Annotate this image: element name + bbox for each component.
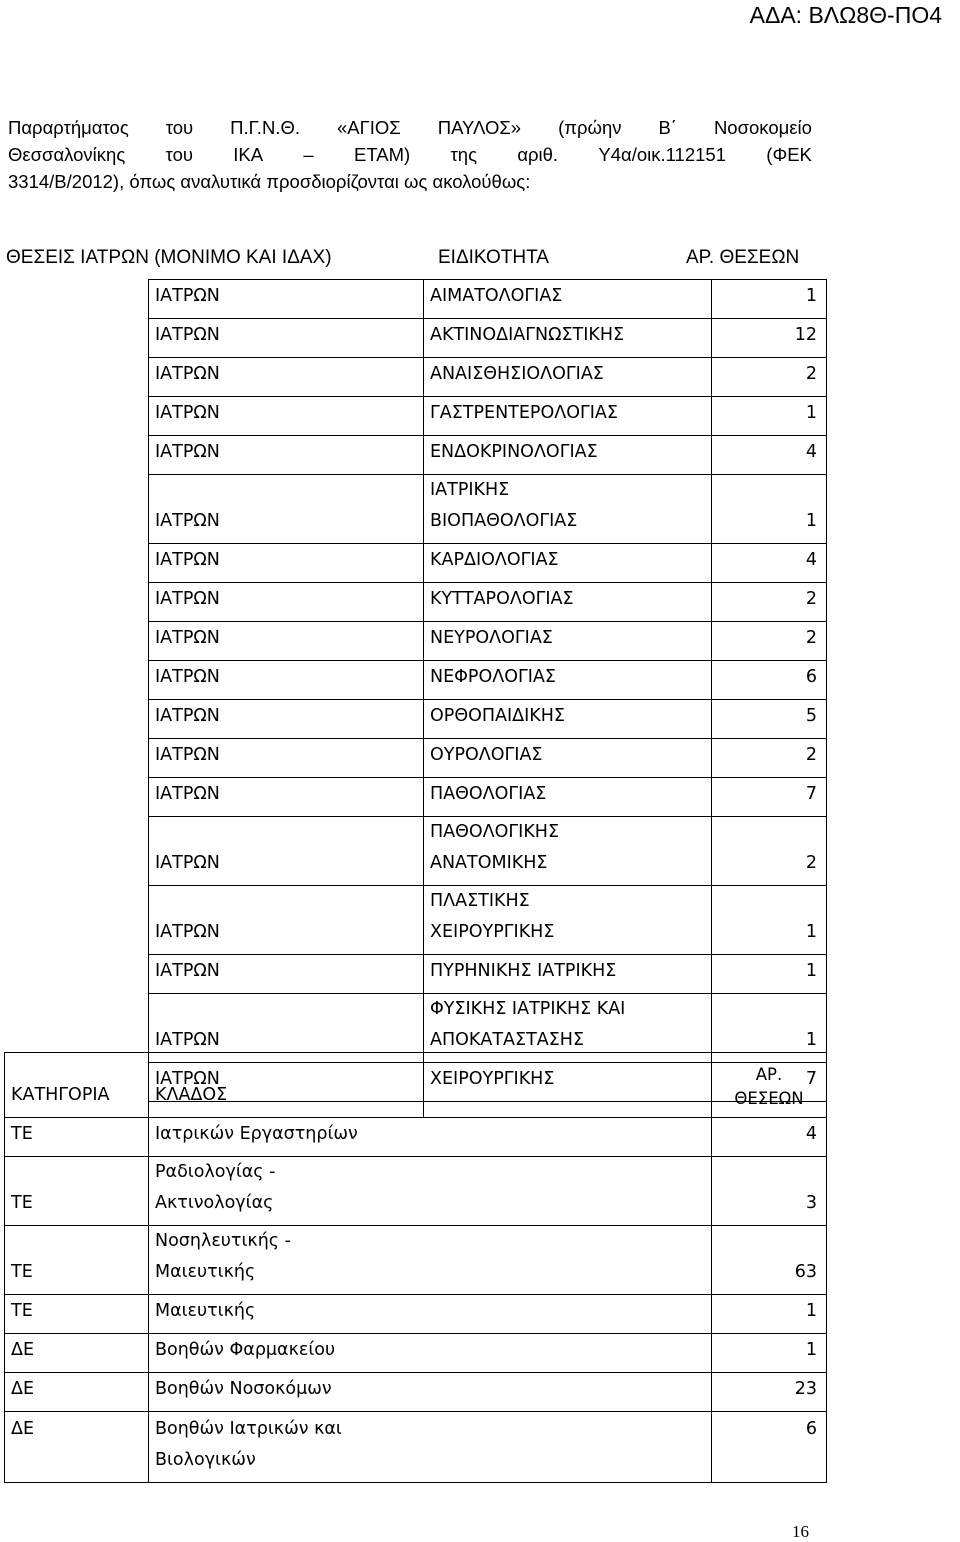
specialty-line: ΑΙΜΑΤΟΛΟΓΙΑΣ [430, 286, 563, 306]
count-cell: 3 [712, 1157, 827, 1226]
intro-word: ΕΤΑΜ) [354, 144, 411, 165]
count-cell: 1 [712, 955, 827, 994]
specialty-line: ΑΝΑΤΟΜΙΚΗΣ [430, 853, 548, 873]
specialty-cell [424, 700, 712, 739]
count-cell: 7 [712, 778, 827, 817]
intro-word: του [165, 117, 194, 138]
count-cell: 2 [712, 583, 827, 622]
count-cell: 23 [712, 1373, 827, 1412]
branch-cell [149, 1118, 712, 1157]
count-cell: 1 [712, 475, 827, 544]
intro-word: (πρώην [558, 117, 622, 138]
branch-line: Ακτινολογίας [155, 1193, 274, 1213]
intro-word: της [450, 144, 478, 165]
specialty-line: ΕΝΔΟΚΡΙΝΟΛΟΓΙΑΣ [430, 442, 598, 462]
specialty-cell [424, 778, 712, 817]
specialty-cell [424, 886, 712, 955]
count-cell: 2 [712, 739, 827, 778]
role-cell: ΙΑΤΡΩΝ [149, 886, 424, 955]
branch-line: Μαιευτικής [155, 1301, 256, 1321]
intro-word: Θεσσαλονίκης [8, 144, 126, 165]
specialty-cell [424, 544, 712, 583]
role-cell: ΙΑΤΡΩΝ [149, 739, 424, 778]
staff-row [5, 1118, 827, 1157]
intro-word: Β΄ [658, 117, 677, 138]
physician-row [149, 817, 827, 886]
staff-row [5, 1295, 827, 1334]
specialty-cell [424, 817, 712, 886]
staff-row [5, 1373, 827, 1412]
page-number: 16 [792, 1522, 809, 1541]
role-cell: ΙΑΤΡΩΝ [149, 700, 424, 739]
count-cell: 4 [712, 544, 827, 583]
role-cell: ΙΑΤΡΩΝ [149, 955, 424, 994]
role-cell: ΙΑΤΡΩΝ [149, 475, 424, 544]
intro-word: αριθ. [517, 144, 559, 165]
count-header-line: ΘΕΣΕΩΝ [734, 1089, 804, 1108]
intro-word: Υ4α/οικ.112151 [598, 144, 726, 165]
header-specialty: ΕΙΔΙΚΟΤΗΤΑ [438, 247, 549, 268]
count-cell: 63 [712, 1226, 827, 1295]
count-cell: 2 [712, 358, 827, 397]
role-cell: ΙΑΤΡΩΝ [149, 544, 424, 583]
specialty-cell [424, 955, 712, 994]
staff-header-row [5, 1053, 827, 1118]
category-cell: ΔΕ [5, 1373, 149, 1412]
physician-row [149, 739, 827, 778]
specialty-line: ΑΠΟΚΑΤΑΣΤΑΣΗΣ [430, 1030, 585, 1050]
count-cell: 1 [712, 994, 827, 1063]
role-cell: ΙΑΤΡΩΝ [149, 1063, 424, 1102]
branch-line: Βοηθών Φαρμακείου [155, 1340, 336, 1360]
physician-row [149, 280, 827, 319]
role-cell: ΙΑΤΡΩΝ [149, 994, 424, 1063]
count-cell: 7 [712, 1063, 827, 1102]
count-header-line: ΑΡ. [755, 1065, 783, 1084]
role-cell: ΙΑΤΡΩΝ [149, 358, 424, 397]
specialty-cell [424, 739, 712, 778]
physician-row [149, 778, 827, 817]
specialty-line: ΝΕΥΡΟΛΟΓΙΑΣ [430, 628, 553, 648]
intro-word: (ΦΕΚ [766, 144, 812, 165]
count-cell: 1 [712, 280, 827, 319]
specialty-line: ΑΝΑΙΣΘΗΣΙΟΛΟΓΙΑΣ [430, 364, 604, 384]
role-cell: ΙΑΤΡΩΝ [149, 583, 424, 622]
specialty-line: ΠΥΡΗΝΙΚΗΣ ΙΑΤΡΙΚΗΣ [430, 961, 617, 981]
physician-row [149, 661, 827, 700]
category-cell: ΔΕ [5, 1412, 149, 1483]
intro-word: Νοσοκομείο [713, 117, 812, 138]
count-cell: 1 [712, 1295, 827, 1334]
intro-line-3 [8, 168, 812, 195]
intro-word: ΙΚΑ [233, 144, 264, 165]
count-cell: 4 [712, 436, 827, 475]
branch-line: Βιολογικών [155, 1450, 256, 1470]
intro-line-1 [8, 114, 812, 141]
branch-cell [149, 1412, 712, 1483]
intro-word: Π.Γ.Ν.Θ. [230, 117, 300, 138]
specialty-line: ΑΚΤΙΝΟΔΙΑΓΝΩΣΤΙΚΗΣ [430, 325, 625, 345]
branch-header: ΚΛΑΔΟΣ [149, 1053, 424, 1118]
count-cell: 1 [712, 397, 827, 436]
role-cell: ΙΑΤΡΩΝ [149, 436, 424, 475]
count-cell: 2 [712, 622, 827, 661]
specialty-line: ΟΥΡΟΛΟΓΙΑΣ [430, 745, 543, 765]
intro-paragraph [8, 114, 812, 195]
header-count: ΑΡ. ΘΕΣΕΩΝ [686, 247, 800, 268]
physician-row [149, 397, 827, 436]
specialty-line: ΠΑΘΟΛΟΓΙΚΗΣ [430, 822, 560, 842]
specialty-line: ΠΛΑΣΤΙΚΗΣ [430, 891, 530, 911]
intro-word: Παραρτήματος [8, 117, 129, 138]
specialty-cell [424, 475, 712, 544]
empty-header-cell [424, 1053, 712, 1118]
count-cell: 12 [712, 319, 827, 358]
physician-row [149, 544, 827, 583]
physician-row [149, 700, 827, 739]
role-cell: ΙΑΤΡΩΝ [149, 661, 424, 700]
branch-line: Βοηθών Νοσοκόμων [155, 1379, 332, 1399]
physician-row [149, 886, 827, 955]
category-cell: ΔΕ [5, 1334, 149, 1373]
specialty-line: ΚΑΡΔΙΟΛΟΓΙΑΣ [430, 550, 559, 570]
role-cell: ΙΑΤΡΩΝ [149, 397, 424, 436]
category-cell: ΤΕ [5, 1295, 149, 1334]
intro-line-2 [8, 141, 812, 168]
staff-row [5, 1412, 827, 1483]
branch-line: Ιατρικών Εργαστηρίων [155, 1124, 358, 1144]
branch-cell [149, 1157, 712, 1226]
specialty-line: ΟΡΘΟΠΑΙΔΙΚΗΣ [430, 706, 565, 726]
role-cell: ΙΑΤΡΩΝ [149, 319, 424, 358]
role-cell: ΙΑΤΡΩΝ [149, 280, 424, 319]
ada-code: ΑΔΑ: ΒΛΩ8Θ-ΠΟ4 [749, 2, 942, 28]
category-cell: ΤΕ [5, 1118, 149, 1157]
specialty-cell [424, 397, 712, 436]
specialty-cell [424, 583, 712, 622]
count-cell: 2 [712, 817, 827, 886]
specialty-line: ΒΙΟΠΑΘΟΛΟΓΙΑΣ [430, 511, 578, 531]
specialty-cell [424, 436, 712, 475]
specialty-line: ΙΑΤΡΙΚΗΣ [430, 480, 510, 500]
count-cell: 4 [712, 1118, 827, 1157]
specialty-line: ΧΕΙΡΟΥΡΓΙΚΗΣ [430, 1069, 555, 1089]
intro-word: ΠΑΥΛΟΣ» [437, 117, 522, 138]
specialty-line: ΚΥΤΤΑΡΟΛΟΓΙΑΣ [430, 589, 574, 609]
specialty-line: ΠΑΘΟΛΟΓΙΑΣ [430, 784, 547, 804]
intro-word: «ΑΓΙΟΣ [336, 117, 401, 138]
branch-cell [149, 1226, 712, 1295]
header-positions: ΘΕΣΕΙΣ ΙΑΤΡΩΝ (ΜΟΝΙΜΟ ΚΑΙ ΙΔΑΧ) [6, 247, 332, 268]
count-header [712, 1053, 827, 1118]
physician-row [149, 583, 827, 622]
branch-line: Ραδιολογίας - [155, 1162, 276, 1182]
branch-cell [149, 1295, 712, 1334]
physician-row [149, 358, 827, 397]
physician-row [149, 319, 827, 358]
role-cell: ΙΑΤΡΩΝ [149, 817, 424, 886]
staff-row [5, 1157, 827, 1226]
staff-row [5, 1334, 827, 1373]
intro-word: του [165, 144, 193, 165]
specialty-cell [424, 661, 712, 700]
physician-row [149, 436, 827, 475]
branch-line: Βοηθών Ιατρικών και [155, 1419, 342, 1439]
count-cell: 1 [712, 886, 827, 955]
branch-line: Νοσηλευτικής - [155, 1231, 291, 1251]
branch-cell [149, 1373, 712, 1412]
physician-row [149, 955, 827, 994]
count-cell: 6 [712, 661, 827, 700]
physician-row [149, 622, 827, 661]
count-cell: 1 [712, 1334, 827, 1373]
category-cell: ΤΕ [5, 1157, 149, 1226]
branch-cell [149, 1334, 712, 1373]
intro-word: – [303, 144, 314, 165]
intro-word: 3314/Β/2012), όπως αναλυτικά προσδιορίζονται ως ακολούθως: [8, 171, 531, 192]
category-header: ΚΑΤΗΓΟΡΙΑ [5, 1053, 149, 1118]
specialty-cell [424, 319, 712, 358]
branch-line: Μαιευτικής [155, 1262, 256, 1282]
physicians-table [148, 279, 827, 1102]
category-cell: ΤΕ [5, 1226, 149, 1295]
specialty-line: ΝΕΦΡΟΛΟΓΙΑΣ [430, 667, 556, 687]
specialty-line: ΓΑΣΤΡΕΝΤΕΡΟΛΟΓΙΑΣ [430, 403, 618, 423]
specialty-line: ΧΕΙΡΟΥΡΓΙΚΗΣ [430, 922, 555, 942]
count-cell: 5 [712, 700, 827, 739]
staff-table [4, 1052, 827, 1483]
specialty-cell [424, 358, 712, 397]
specialty-line: ΦΥΣΙΚΗΣ ΙΑΤΡΙΚΗΣ ΚΑΙ [430, 999, 626, 1019]
physician-row [149, 475, 827, 544]
specialty-cell [424, 622, 712, 661]
role-cell: ΙΑΤΡΩΝ [149, 778, 424, 817]
specialty-cell [424, 280, 712, 319]
staff-row [5, 1226, 827, 1295]
role-cell: ΙΑΤΡΩΝ [149, 622, 424, 661]
count-cell: 6 [712, 1412, 827, 1483]
